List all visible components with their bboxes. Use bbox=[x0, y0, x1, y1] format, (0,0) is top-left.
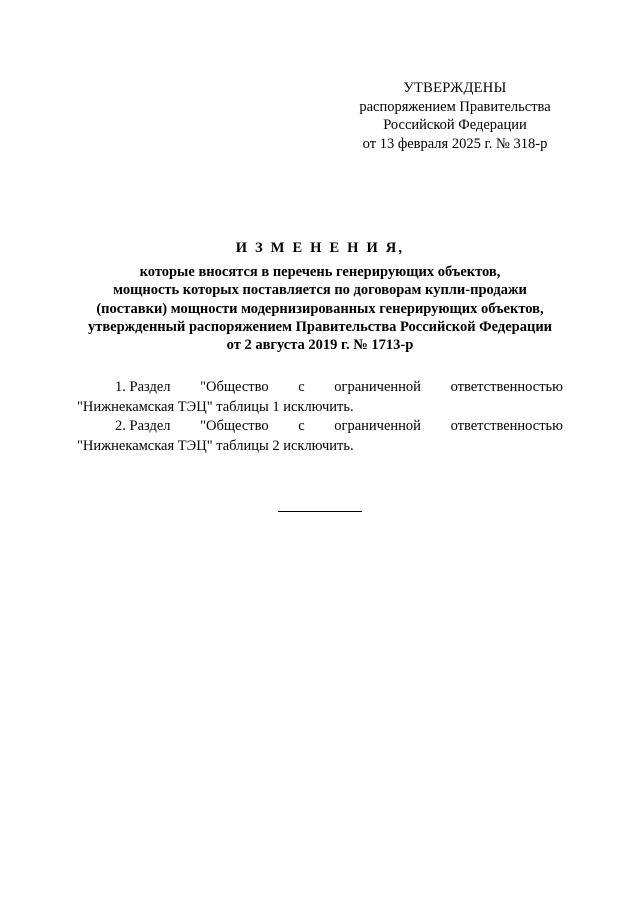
subtitle-line: (поставки) мощности модернизированных генерирующих объектов, bbox=[96, 300, 544, 317]
item-word: 2. Раздел bbox=[115, 418, 171, 434]
item-second-line: "Нижнекамская ТЭЦ" таблицы 2 исключить. bbox=[77, 437, 354, 454]
subtitle-line: от 2 августа 2019 г. № 1713-р bbox=[226, 337, 414, 354]
approval-line-2: Российской Федерации bbox=[383, 117, 527, 133]
item-word: "Общество bbox=[200, 418, 269, 434]
item-word: "Общество bbox=[200, 379, 269, 395]
item-first-line bbox=[77, 417, 563, 437]
item-word: 1. Раздел bbox=[115, 379, 171, 395]
change-item-1 bbox=[77, 378, 563, 417]
subtitle-line: мощность которых поставляется по договорам купли-продажи bbox=[113, 282, 527, 299]
approval-stamp bbox=[340, 79, 570, 153]
item-word: с bbox=[298, 379, 305, 395]
item-word: ответственностью bbox=[450, 379, 563, 395]
subtitle-line: утвержденный распоряжением Правительства Российской Федерации bbox=[87, 318, 553, 335]
approval-line-3: от 13 февраля 2025 г. № 318-р bbox=[362, 135, 548, 152]
approval-line-1: распоряжением Правительства bbox=[359, 98, 551, 115]
subtitle-line: которые вносятся в перечень генерирующих объектов, bbox=[139, 264, 501, 280]
item-word: ответственностью bbox=[450, 418, 563, 434]
document-title: И З М Е Н Е Н И Я, bbox=[235, 240, 405, 256]
document-subtitle bbox=[60, 263, 580, 354]
item-word: с bbox=[298, 418, 305, 434]
item-first-line bbox=[77, 378, 563, 398]
item-word: ограниченной bbox=[334, 379, 421, 395]
change-item-2 bbox=[77, 417, 563, 456]
closing-divider bbox=[278, 511, 362, 512]
item-word: ограниченной bbox=[334, 418, 421, 434]
item-second-line: "Нижнекамская ТЭЦ" таблицы 1 исключить. bbox=[77, 398, 354, 415]
approval-title: УТВЕРЖДЕНЫ bbox=[403, 80, 507, 96]
change-items bbox=[77, 378, 563, 456]
